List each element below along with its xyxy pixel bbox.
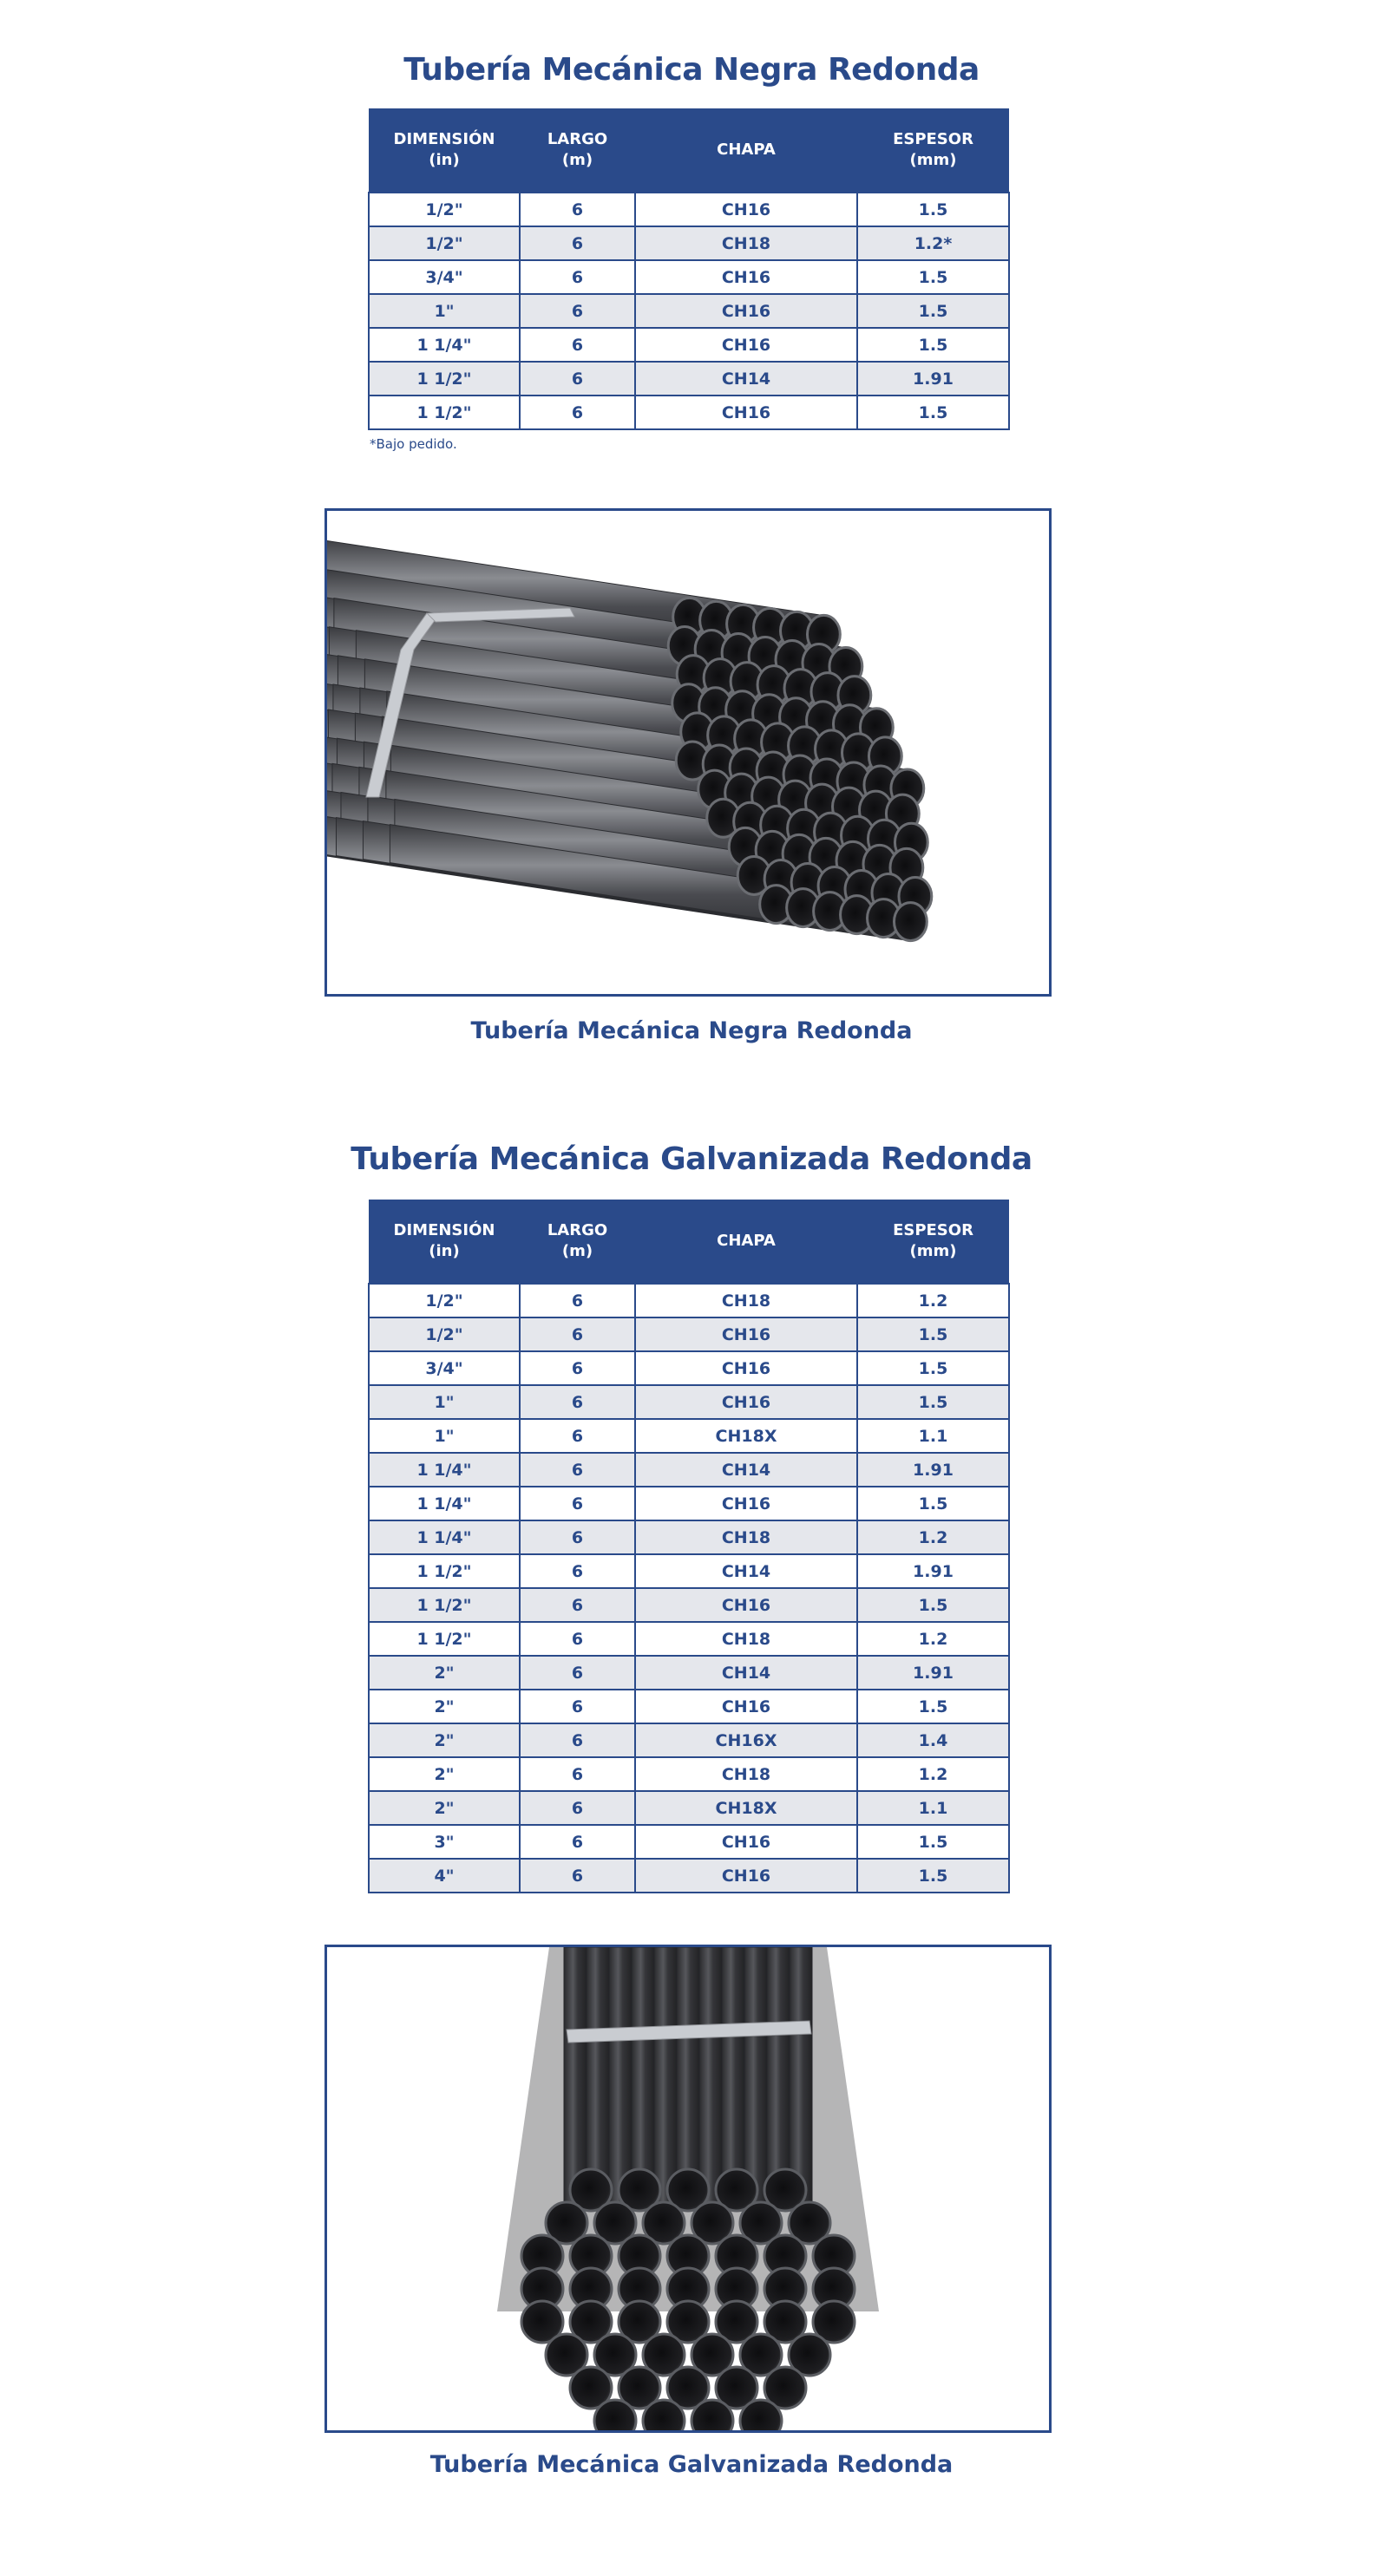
table-row bbox=[369, 1487, 1009, 1520]
table-body bbox=[369, 193, 1009, 429]
cell-thickness: 1.5 bbox=[857, 1690, 1009, 1723]
cell-dimension: 1 1/2" bbox=[369, 1554, 520, 1588]
cell-thickness: 1.5 bbox=[857, 1385, 1009, 1419]
table-header-row bbox=[369, 108, 1009, 193]
cell-dimension: 2" bbox=[369, 1723, 520, 1757]
cell-length: 6 bbox=[520, 193, 635, 226]
cell-gauge: CH18 bbox=[635, 1284, 857, 1317]
cell-length: 6 bbox=[520, 1453, 635, 1487]
header-thickness: ESPESOR (mm) bbox=[857, 1200, 1009, 1284]
table-row bbox=[369, 1791, 1009, 1825]
cell-gauge: CH16 bbox=[635, 328, 857, 362]
cell-length: 6 bbox=[520, 1554, 635, 1588]
table-row bbox=[369, 1520, 1009, 1554]
cell-length: 6 bbox=[520, 1859, 635, 1893]
section1-title: Tubería Mecánica Negra Redonda bbox=[403, 52, 980, 88]
cell-thickness: 1.5 bbox=[857, 1317, 1009, 1351]
cell-length: 6 bbox=[520, 362, 635, 396]
black-pipe-photo bbox=[324, 508, 1052, 997]
cell-gauge: CH16 bbox=[635, 294, 857, 328]
cell-dimension: 1/2" bbox=[369, 1284, 520, 1317]
pipe-bundle-image bbox=[327, 511, 1049, 994]
galvanized-pipe-caption: Tubería Mecánica Galvanizada Redonda bbox=[429, 2451, 954, 2478]
cell-length: 6 bbox=[520, 1656, 635, 1690]
cell-gauge: CH16 bbox=[635, 1317, 857, 1351]
cell-dimension: 2" bbox=[369, 1791, 520, 1825]
table-row bbox=[369, 1317, 1009, 1351]
table-header-row bbox=[369, 1200, 1009, 1284]
header-gauge: CHAPA bbox=[635, 108, 857, 193]
cell-gauge: CH16 bbox=[635, 1690, 857, 1723]
cell-gauge: CH16 bbox=[635, 1487, 857, 1520]
cell-gauge: CH18 bbox=[635, 1520, 857, 1554]
black-pipe-spec-table bbox=[368, 108, 1010, 430]
cell-gauge: CH18 bbox=[635, 1622, 857, 1656]
header-gauge: CHAPA bbox=[635, 1200, 857, 1284]
table-row bbox=[369, 1825, 1009, 1859]
table-row bbox=[369, 328, 1009, 362]
cell-dimension: 1 1/2" bbox=[369, 1622, 520, 1656]
cell-gauge: CH14 bbox=[635, 362, 857, 396]
pipe-end bbox=[740, 2400, 782, 2430]
cell-dimension: 1 1/2" bbox=[369, 362, 520, 396]
table-row bbox=[369, 1757, 1009, 1791]
cell-thickness: 1.5 bbox=[857, 1351, 1009, 1385]
cell-thickness: 1.91 bbox=[857, 1656, 1009, 1690]
cell-dimension: 1/2" bbox=[369, 193, 520, 226]
header-length: LARGO (m) bbox=[520, 108, 635, 193]
table-row bbox=[369, 226, 1009, 260]
cell-thickness: 1.5 bbox=[857, 193, 1009, 226]
cell-dimension: 1 1/2" bbox=[369, 1588, 520, 1622]
table-row bbox=[369, 1284, 1009, 1317]
galvanized-pipe-photo bbox=[324, 1945, 1052, 2433]
cell-gauge: CH16 bbox=[635, 1588, 857, 1622]
cell-dimension: 1" bbox=[369, 1419, 520, 1453]
cell-dimension: 1/2" bbox=[369, 1317, 520, 1351]
section2-title: Tubería Mecánica Galvanizada Redonda bbox=[351, 1141, 1032, 1177]
table-row bbox=[369, 1385, 1009, 1419]
cell-thickness: 1.5 bbox=[857, 1859, 1009, 1893]
table-row bbox=[369, 1656, 1009, 1690]
cell-length: 6 bbox=[520, 1520, 635, 1554]
cell-gauge: CH16 bbox=[635, 1859, 857, 1893]
cell-gauge: CH14 bbox=[635, 1453, 857, 1487]
cell-length: 6 bbox=[520, 1690, 635, 1723]
cell-thickness: 1.2* bbox=[857, 226, 1009, 260]
cell-length: 6 bbox=[520, 1825, 635, 1859]
cell-gauge: CH14 bbox=[635, 1554, 857, 1588]
cell-thickness: 1.5 bbox=[857, 1588, 1009, 1622]
cell-thickness: 1.5 bbox=[857, 396, 1009, 429]
cell-thickness: 1.2 bbox=[857, 1622, 1009, 1656]
cell-thickness: 1.4 bbox=[857, 1723, 1009, 1757]
cell-gauge: CH16 bbox=[635, 396, 857, 429]
cell-gauge: CH18 bbox=[635, 1757, 857, 1791]
table-row bbox=[369, 1554, 1009, 1588]
table-row bbox=[369, 1723, 1009, 1757]
cell-length: 6 bbox=[520, 1723, 635, 1757]
cell-length: 6 bbox=[520, 328, 635, 362]
cell-length: 6 bbox=[520, 1351, 635, 1385]
cell-length: 6 bbox=[520, 396, 635, 429]
cell-thickness: 1.91 bbox=[857, 362, 1009, 396]
cell-dimension: 2" bbox=[369, 1690, 520, 1723]
table-body bbox=[369, 1284, 1009, 1893]
table-row bbox=[369, 1588, 1009, 1622]
pipe-end bbox=[643, 2400, 685, 2430]
table-row bbox=[369, 1859, 1009, 1893]
cell-length: 6 bbox=[520, 1622, 635, 1656]
cell-gauge: CH16 bbox=[635, 1385, 857, 1419]
cell-thickness: 1.1 bbox=[857, 1419, 1009, 1453]
cell-length: 6 bbox=[520, 1317, 635, 1351]
cell-length: 6 bbox=[520, 1284, 635, 1317]
cell-gauge: CH16 bbox=[635, 1825, 857, 1859]
cell-dimension: 3/4" bbox=[369, 260, 520, 294]
cell-thickness: 1.2 bbox=[857, 1757, 1009, 1791]
cell-dimension: 3" bbox=[369, 1825, 520, 1859]
cell-dimension: 1 1/2" bbox=[369, 396, 520, 429]
cell-length: 6 bbox=[520, 1791, 635, 1825]
black-pipe-caption: Tubería Mecánica Negra Redonda bbox=[470, 1017, 913, 1044]
cell-dimension: 3/4" bbox=[369, 1351, 520, 1385]
cell-dimension: 4" bbox=[369, 1859, 520, 1893]
header-thickness: ESPESOR (mm) bbox=[857, 108, 1009, 193]
cell-dimension: 1 1/4" bbox=[369, 1453, 520, 1487]
header-length: LARGO (m) bbox=[520, 1200, 635, 1284]
cell-gauge: CH14 bbox=[635, 1656, 857, 1690]
cell-length: 6 bbox=[520, 1588, 635, 1622]
cell-dimension: 1" bbox=[369, 1385, 520, 1419]
cell-thickness: 1.5 bbox=[857, 1487, 1009, 1520]
cell-length: 6 bbox=[520, 260, 635, 294]
cell-thickness: 1.2 bbox=[857, 1284, 1009, 1317]
pipe-end bbox=[594, 2400, 636, 2430]
cell-dimension: 1 1/4" bbox=[369, 328, 520, 362]
table-row bbox=[369, 1351, 1009, 1385]
table-row bbox=[369, 193, 1009, 226]
cell-dimension: 2" bbox=[369, 1656, 520, 1690]
cell-gauge: CH18X bbox=[635, 1419, 857, 1453]
cell-length: 6 bbox=[520, 1757, 635, 1791]
cell-length: 6 bbox=[520, 1487, 635, 1520]
table-row bbox=[369, 260, 1009, 294]
cell-thickness: 1.5 bbox=[857, 328, 1009, 362]
table-row bbox=[369, 1690, 1009, 1723]
table-row bbox=[369, 1622, 1009, 1656]
table-row bbox=[369, 362, 1009, 396]
table-row bbox=[369, 1453, 1009, 1487]
table-row bbox=[369, 294, 1009, 328]
pipe-end bbox=[894, 903, 927, 941]
pipe-bundle-image bbox=[327, 1947, 1049, 2430]
header-dimension: DIMENSIÓN (in) bbox=[369, 108, 520, 193]
cell-gauge: CH16X bbox=[635, 1723, 857, 1757]
cell-thickness: 1.91 bbox=[857, 1554, 1009, 1588]
table-row bbox=[369, 1419, 1009, 1453]
cell-dimension: 1 1/4" bbox=[369, 1520, 520, 1554]
footnote: *Bajo pedido. bbox=[370, 436, 457, 452]
cell-thickness: 1.5 bbox=[857, 294, 1009, 328]
cell-thickness: 1.2 bbox=[857, 1520, 1009, 1554]
cell-gauge: CH18 bbox=[635, 226, 857, 260]
pipe-end bbox=[692, 2400, 733, 2430]
cell-length: 6 bbox=[520, 226, 635, 260]
cell-gauge: CH16 bbox=[635, 1351, 857, 1385]
cell-dimension: 1/2" bbox=[369, 226, 520, 260]
cell-dimension: 2" bbox=[369, 1757, 520, 1791]
cell-thickness: 1.1 bbox=[857, 1791, 1009, 1825]
header-dimension: DIMENSIÓN (in) bbox=[369, 1200, 520, 1284]
cell-gauge: CH16 bbox=[635, 193, 857, 226]
cell-length: 6 bbox=[520, 1419, 635, 1453]
cell-dimension: 1" bbox=[369, 294, 520, 328]
cell-length: 6 bbox=[520, 294, 635, 328]
cell-gauge: CH16 bbox=[635, 260, 857, 294]
cell-gauge: CH18X bbox=[635, 1791, 857, 1825]
cell-thickness: 1.5 bbox=[857, 260, 1009, 294]
cell-length: 6 bbox=[520, 1385, 635, 1419]
table-row bbox=[369, 396, 1009, 429]
cell-dimension: 1 1/4" bbox=[369, 1487, 520, 1520]
cell-thickness: 1.5 bbox=[857, 1825, 1009, 1859]
cell-thickness: 1.91 bbox=[857, 1453, 1009, 1487]
galvanized-pipe-spec-table bbox=[368, 1200, 1010, 1893]
